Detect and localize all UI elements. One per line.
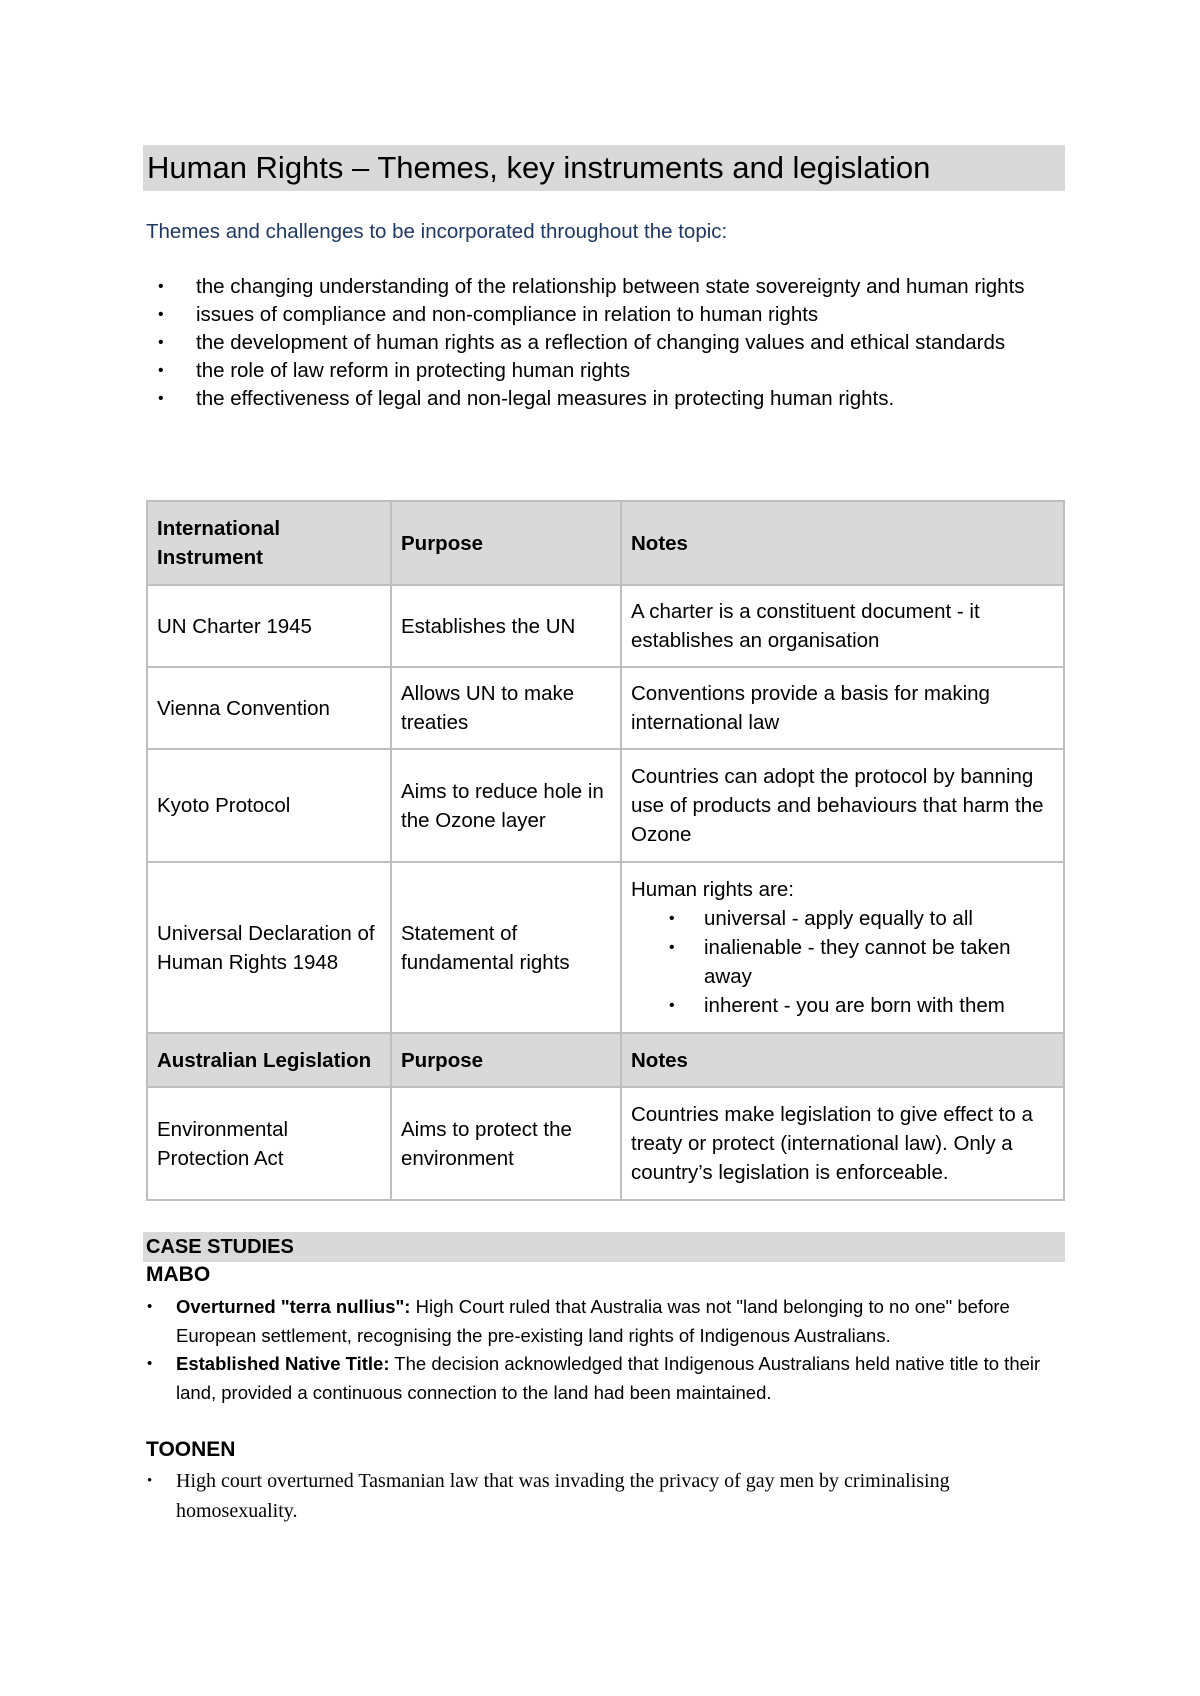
purpose-cell: Establishes the UN — [391, 585, 621, 667]
instruments-table — [146, 500, 1065, 1201]
list-item — [146, 1293, 1066, 1350]
notes-cell: Countries make legislation to give effect to a treaty or protect (international law). Only a country’s legislation is enforceable. — [621, 1087, 1064, 1200]
bullet-icon: • — [147, 1298, 153, 1315]
bullet-icon: • — [158, 278, 164, 295]
right-text: inherent - you are born with them — [704, 994, 1005, 1017]
list-item — [146, 1466, 1066, 1526]
purpose-cell: Statement of fundamental rights — [391, 862, 621, 1033]
list-item — [146, 357, 1066, 385]
list-item — [146, 385, 1066, 413]
rights-list — [631, 904, 1054, 1020]
theme-text: the role of law reform in protecting human rights — [196, 359, 631, 382]
instrument-cell: Vienna Convention — [147, 667, 391, 749]
table-row — [147, 585, 1064, 667]
toonen-heading: TOONEN — [146, 1438, 236, 1461]
bullet-icon: • — [147, 1473, 153, 1489]
bullet-icon: • — [158, 334, 164, 351]
bullet-icon: • — [669, 997, 675, 1014]
case-studies-heading: CASE STUDIES — [143, 1232, 1065, 1262]
header-cell: Purpose — [391, 1033, 621, 1087]
right-text: inalienable - they cannot be taken away — [704, 936, 1011, 988]
purpose-cell: Aims to protect the environment — [391, 1087, 621, 1200]
notes-intro: Human rights are: — [631, 878, 794, 901]
table-row — [147, 862, 1064, 1033]
instrument-cell: Environmental Protection Act — [147, 1087, 391, 1200]
notes-cell: A charter is a constituent document - it establishes an organisation — [621, 585, 1064, 667]
header-cell: Notes — [621, 501, 1064, 585]
theme-text: issues of compliance and non-compliance in relation to human rights — [196, 303, 819, 326]
mabo-heading: MABO — [146, 1263, 211, 1286]
bullet-icon: • — [158, 390, 164, 407]
instrument-cell: Kyoto Protocol — [147, 749, 391, 862]
notes-cell: Countries can adopt the protocol by banning use of products and behaviours that harm the Ozone — [621, 749, 1064, 862]
themes-heading: Themes and challenges to be incorporated throughout the topic: — [146, 220, 728, 243]
bullet-icon: • — [669, 939, 675, 956]
list-item — [146, 1350, 1066, 1407]
header-cell: Notes — [621, 1033, 1064, 1087]
header-cell: Purpose — [391, 501, 621, 585]
theme-text: the changing understanding of the relationship between state sovereignty and human rights — [196, 275, 1025, 298]
notes-cell — [621, 862, 1064, 1033]
header-cell: International Instrument — [147, 501, 391, 585]
list-item — [146, 273, 1066, 301]
themes-list — [146, 273, 1066, 413]
table-row — [147, 749, 1064, 862]
table-header-row — [147, 501, 1064, 585]
instrument-cell: Universal Declaration of Human Rights 1948 — [147, 862, 391, 1033]
theme-text: the effectiveness of legal and non-legal measures in protecting human rights. — [196, 387, 895, 410]
notes-cell: Conventions provide a basis for making international law — [621, 667, 1064, 749]
purpose-cell: Aims to reduce hole in the Ozone layer — [391, 749, 621, 862]
table-row — [147, 667, 1064, 749]
list-item — [146, 329, 1066, 357]
list-item — [631, 904, 1054, 933]
item-text: High Court ruled that Australia was not "land belonging to no one" before European settlement, recognising the pre-existing land rights of Indigenous Australians. — [176, 1296, 1010, 1346]
list-item — [631, 991, 1054, 1020]
item-text: High court overturned Tasmanian law that was invading the privacy of gay men by criminalising homosexuality. — [176, 1470, 950, 1522]
bullet-icon: • — [147, 1355, 153, 1372]
list-item — [146, 301, 1066, 329]
table-row — [147, 1087, 1064, 1200]
page-title: Human Rights – Themes, key instruments and legislation — [143, 145, 1065, 191]
bullet-icon: • — [158, 362, 164, 379]
bullet-icon: • — [669, 910, 675, 927]
theme-text: the development of human rights as a reflection of changing values and ethical standards — [196, 331, 1006, 354]
bullet-icon: • — [158, 306, 164, 323]
right-text: universal - apply equally to all — [704, 907, 973, 930]
table-header-row — [147, 1033, 1064, 1087]
toonen-list — [146, 1466, 1066, 1526]
purpose-cell: Allows UN to make treaties — [391, 667, 621, 749]
item-lead: Established Native Title: — [176, 1353, 390, 1374]
instrument-cell: UN Charter 1945 — [147, 585, 391, 667]
item-lead: Overturned "terra nullius": — [176, 1296, 411, 1317]
item-text: The decision acknowledged that Indigenous Australians held native title to their land, provided a continuous connection to the land had been maintained. — [176, 1353, 1041, 1403]
list-item — [631, 933, 1054, 991]
mabo-list — [146, 1293, 1066, 1407]
header-cell: Australian Legislation — [147, 1033, 391, 1087]
